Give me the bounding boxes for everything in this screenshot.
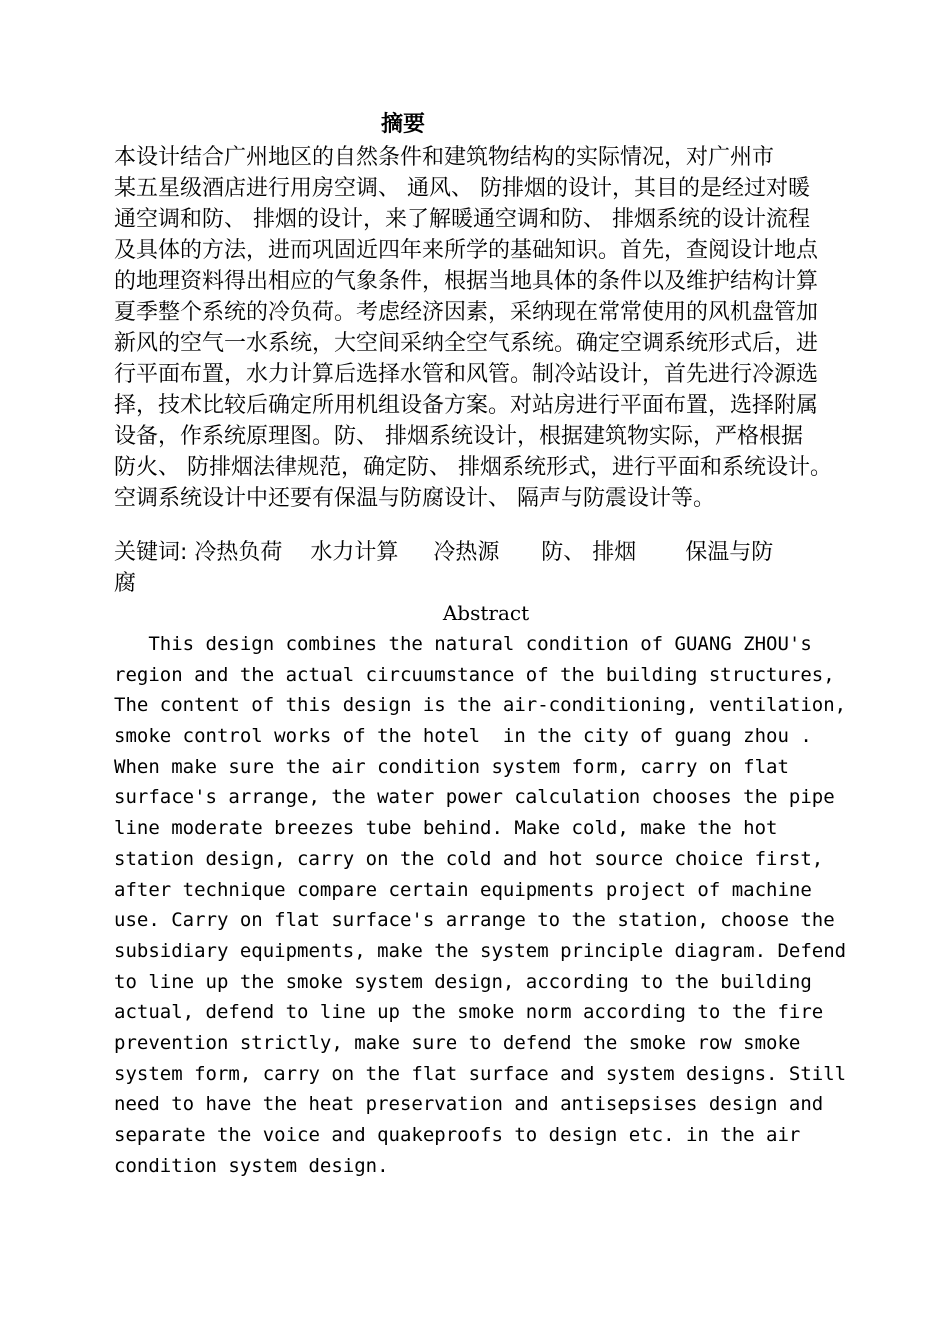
chinese-abstract-line: 设备，作系统原理图。防、 排烟系统设计，根据建筑物实际，严格根据 xyxy=(114,424,803,449)
english-abstract-line: region and the actual circuumstance of the building structures, xyxy=(114,663,835,686)
chinese-abstract-line: 择，技术比较后确定所用机组设备方案。对站房进行平面布置，选择附属 xyxy=(114,393,819,418)
english-abstract-line: need to have the heat preservation and antisepsises design and xyxy=(114,1093,824,1116)
english-abstract-line: prevention strictly, make sure to defend the smoke row smoke xyxy=(114,1031,801,1054)
english-abstract-line: The content of this design is the air-conditioning, ventilation, xyxy=(114,694,847,717)
english-abstract-line: smoke control works of the hotel in the city of guang zhou . xyxy=(114,725,812,748)
chinese-abstract-line: 空调系统设计中还要有保温与防腐设计、 隔声与防震设计等。 xyxy=(114,486,715,511)
english-abstract-line: line moderate breezes tube behind. Make cold, make the hot xyxy=(114,817,778,840)
english-abstract-line: use. Carry on flat surface's arrange to the station, choose the xyxy=(114,909,835,932)
english-abstract-line: after technique compare certain equipments project of machine xyxy=(114,878,812,901)
english-abstract-line: to line up the smoke system design, according to the building xyxy=(114,970,812,993)
english-abstract-line: condition system design. xyxy=(114,1154,389,1177)
english-abstract-line: separate the voice and quakeproofs to design etc. in the air xyxy=(114,1124,801,1146)
english-abstract-line: When make sure the air condition system form, carry on flat xyxy=(114,755,789,778)
english-abstract-line: subsidiary equipments, make the system principle diagram. Defend xyxy=(114,939,847,962)
chinese-abstract-line: 新风的空气一水系统，大空间采纳全空气系统。确定空调系统形式后，进 xyxy=(114,331,819,356)
chinese-abstract-line: 的地理资料得出相应的气象条件，根据当地具体的条件以及维护结构计算 xyxy=(114,269,819,294)
chinese-abstract-line: 及具体的方法，进而巩固近四年来所学的基础知识。首先，查阅设计地点 xyxy=(114,238,819,263)
chinese-abstract-line: 防火、 防排烟法律规范，确定防、 排烟系统形式，进行平面和系统设计。 xyxy=(114,455,832,480)
keywords-line: 腐 xyxy=(114,571,137,596)
keywords-block xyxy=(114,537,874,599)
english-abstract-body xyxy=(114,629,874,1181)
english-abstract-title: Abstract xyxy=(442,601,530,625)
chinese-abstract-line: 夏季整个系统的冷负荷。考虑经济因素，采纳现在常常使用的风机盘管加 xyxy=(114,300,819,325)
english-abstract-line: This design combines the natural condition of GUANG ZHOU's xyxy=(114,633,812,655)
chinese-abstract-line: 某五星级酒店进行用房空调、 通风、 防排烟的设计，其目的是经过对暖 xyxy=(114,176,810,201)
chinese-abstract-body xyxy=(114,142,874,514)
chinese-abstract-line: 本设计结合广州地区的自然条件和建筑物结构的实际情况，对广州市 xyxy=(114,145,775,170)
english-abstract-line: system form, carry on the flat surface and system designs. Still xyxy=(114,1062,847,1085)
english-abstract-line: actual, defend to line up the smoke norm according to the fire xyxy=(114,1001,824,1024)
chinese-abstract-line: 通空调和防、 排烟的设计，来了解暖通空调和防、 排烟系统的设计流程 xyxy=(114,207,810,232)
chinese-abstract-line: 行平面布置，水力计算后选择水管和风管。制冷站设计，首先进行冷源选 xyxy=(114,362,819,387)
chinese-abstract-title: 摘要 xyxy=(380,112,425,137)
english-abstract-line: station design, carry on the cold and hot source choice first, xyxy=(114,847,824,870)
keywords-line: 关键词: 冷热负荷 水力计算 冷热源 防、 排烟 保温与防 xyxy=(114,540,774,565)
english-abstract-line: surface's arrange, the water power calculation chooses the pipe xyxy=(114,786,835,809)
